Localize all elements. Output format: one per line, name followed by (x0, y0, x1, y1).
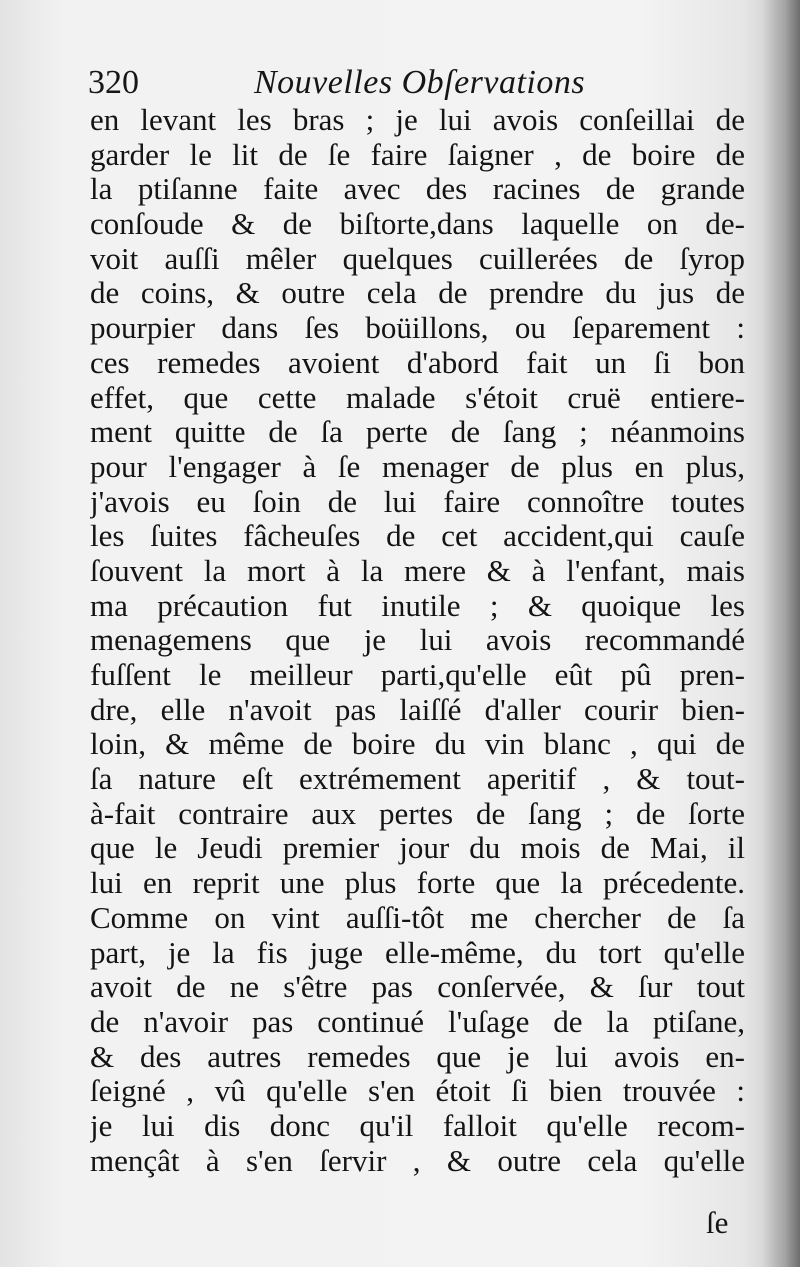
gutter-shadow (762, 0, 800, 1267)
text-line: j'avois eu ſoin de lui faire connoître toutes (90, 484, 745, 519)
running-title: Nouvelles Obſervations (254, 64, 586, 101)
text-line: ſeigné , vû qu'elle s'en étoit ſi bien trouvée : (90, 1074, 745, 1109)
catchword: ſe (706, 1205, 729, 1240)
text-line: & des autres remedes que je lui avois en- (90, 1039, 745, 1074)
text-line: ma précaution fut inutile ; & quoique les (90, 588, 745, 623)
text-line: pourpier dans ſes boüillons, ou ſeparement : (90, 311, 745, 346)
text-line: que le Jeudi premier jour du mois de Mai, il (90, 831, 745, 866)
text-line: de coins, & outre cela de prendre du jus de (90, 276, 745, 311)
text-line: en levant les bras ; je lui avois conſeillai de (90, 103, 745, 137)
text-line: avoit de ne s'être pas conſervée, & ſur tout (90, 970, 745, 1005)
page-number: 320 (88, 64, 139, 101)
text-line: mençât à s'en ſervir , & outre cela qu'elle (90, 1143, 745, 1178)
text-line: conſoude & de biſtorte,dans laquelle on de- (90, 207, 745, 242)
text-line: menagemens que je lui avois recommandé (90, 623, 745, 658)
text-line: la ptiſanne faite avec des racines de grande (90, 172, 745, 207)
text-line: part, je la fis juge elle-même, du tort qu'elle (90, 935, 745, 970)
text-line: ſa nature eſt extrémement aperitif , & tout- (90, 762, 745, 797)
text-line: voit auſſi mêler quelques cuillerées de ſyrop (90, 241, 745, 276)
text-line: dre, elle n'avoit pas laiſſé d'aller courir bien- (90, 692, 745, 727)
text-line: de n'avoir pas continué l'uſage de la ptiſane, (90, 1004, 745, 1039)
text-line: à-fait contraire aux pertes de ſang ; de ſorte (90, 796, 745, 831)
body-text (90, 103, 745, 1178)
text-line: lui en reprit une plus forte que la précedente. (90, 866, 745, 901)
text-line: ces remedes avoient d'abord fait un ſi bon (90, 345, 745, 380)
text-line: ment quitte de ſa perte de ſang ; néanmoins (90, 415, 745, 450)
text-line: loin, & même de boire du vin blanc , qui de (90, 727, 745, 762)
text-line: ſouvent la mort à la mere & à l'enfant, mais (90, 553, 745, 588)
text-line: pour l'engager à ſe menager de plus en plus, (90, 449, 745, 484)
text-line: garder le lit de ſe faire ſaigner , de boire de (90, 137, 745, 172)
text-line: fuſſent le meilleur parti,qu'elle eût pû pren- (90, 658, 745, 692)
text-line: les ſuites fâcheuſes de cet accident,qui cauſe (90, 519, 745, 554)
text-line: effet, que cette malade s'étoit cruë entiere- (90, 380, 745, 415)
text-line: Comme on vint auſſi-tôt me chercher de ſa (90, 900, 745, 935)
text-line: je lui dis donc qu'il falloit qu'elle recom- (90, 1108, 745, 1143)
